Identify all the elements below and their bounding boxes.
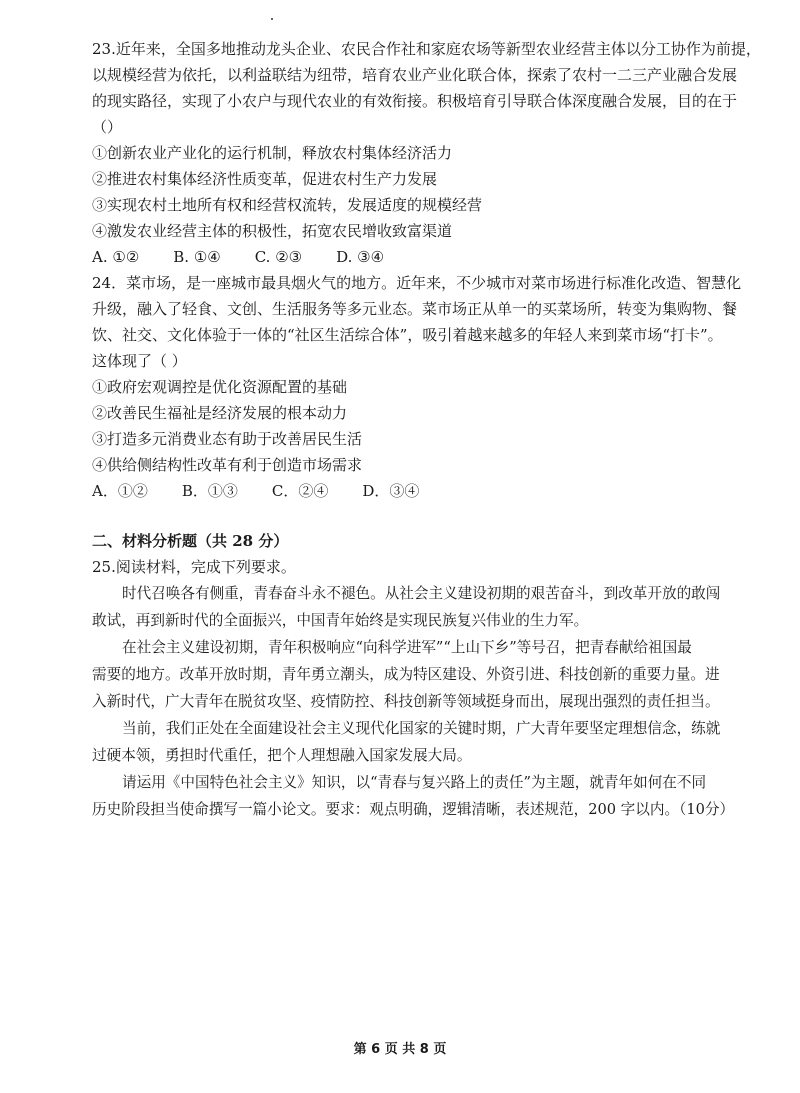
q24-option-d: D．③④ bbox=[362, 482, 420, 500]
q23-item: ①创新农业产业化的运行机制，释放农村集体经济活力 bbox=[92, 144, 453, 162]
material-line: 历史阶段担当使命撰写一篇小论文。要求：观点明确，逻辑清晰，表述规范，200 字以内。（10分） bbox=[92, 801, 735, 818]
q24-stem-line: 饮、社交、文化体验于一体的“社区生活综合体”，吸引着越来越多的年轻人来到菜市场“打卡”。 bbox=[92, 326, 723, 344]
page-number: 第 6 页 共 8 页 bbox=[353, 1042, 447, 1057]
material-paragraph bbox=[92, 580, 732, 634]
q24-option-c: C．②④ bbox=[271, 482, 329, 500]
material-line: 过硬本领，勇担时代重任，把个人理想融入国家发展大局。 bbox=[92, 747, 472, 764]
question-24 bbox=[92, 270, 742, 504]
q23-option-c: C. ②③ bbox=[254, 248, 303, 266]
q24-item: ④供给侧结构性改革有利于创造市场需求 bbox=[92, 456, 363, 474]
material-line: 入新时代，广大青年在脱贫攻坚、疫情防控、科技创新等领域挺身而出，展现出强烈的责任担当。 bbox=[92, 693, 720, 710]
q24-option-b: B．①③ bbox=[181, 482, 238, 500]
q24-options bbox=[92, 478, 732, 504]
material-line: 需要的地方。改革开放时期，青年勇立潮头，成为特区建设、外资引进、科技创新的重要力量。进 bbox=[92, 666, 720, 683]
q23-option-d: D. ③④ bbox=[336, 248, 385, 266]
q24-item: ①政府宏观调控是优化资源配置的基础 bbox=[92, 378, 348, 396]
material-line: 在社会主义建设初期，青年积极响应“向科学进军”“上山下乡”等号召，把青春献给祖国最 bbox=[122, 639, 692, 656]
material-line: 请运用《中国特色社会主义》知识，以“青春与复兴路上的责任”为主题，就青年如何在不同 bbox=[122, 774, 707, 791]
q24-option-a: A．①② bbox=[92, 482, 148, 500]
q23-stem-line: 以规模经营为依托，以利益联结为纽带，培育农业产业化联合体，探索了农村一二三产业融合发展 bbox=[92, 66, 738, 84]
q23-item: ④激发农业经营主体的积极性，拓宽农民增收致富渠道 bbox=[92, 222, 453, 240]
q23-stem-line: 23.近年来，全国多地推动龙头企业、农民合作社和家庭农场等新型农业经营主体以分工协作为前提， bbox=[92, 40, 761, 58]
material-text bbox=[92, 580, 735, 823]
q23-option-a: A. ①② bbox=[92, 248, 140, 266]
q24-stem-line: 24．菜市场，是一座城市最具烟火气的地方。近年来，不少城市对菜市场进行标准化改造、智慧化 bbox=[92, 274, 742, 292]
question-23 bbox=[92, 36, 761, 270]
q24-stem-line: 升级，融入了轻食、文创、生活服务等多元业态。菜市场正从单一的买菜场所，转变为集购物、餐 bbox=[92, 300, 738, 318]
material-line: 时代召唤各有侧重，青春奋斗永不褪色。从社会主义建设初期的艰苦奋斗，到改革开放的敢闯 bbox=[122, 585, 721, 602]
q24-item: ②改善民生福祉是经济发展的根本动力 bbox=[92, 404, 348, 422]
material-paragraph bbox=[92, 769, 735, 823]
material-line: 敢试，再到新时代的全面振兴，中国青年始终是实现民族复兴伟业的生力军。 bbox=[92, 612, 589, 629]
q25-intro: 25.阅读材料，完成下列要求。 bbox=[92, 558, 296, 576]
q23-options bbox=[92, 244, 732, 270]
q23-item: ②推进农村集体经济性质变革，促进农村生产力发展 bbox=[92, 170, 438, 188]
material-line: 当前，我们正处在全面建设社会主义现代化国家的关键时期，广大青年要坚定理想信念，练就 bbox=[122, 720, 721, 737]
material-paragraph bbox=[92, 715, 732, 769]
q23-item: ③实现农村土地所有权和经营权流转，发展适度的规模经营 bbox=[92, 196, 483, 214]
q23-stem-line: （） bbox=[92, 118, 123, 136]
q24-item: ③打造多元消费业态有助于改善居民生活 bbox=[92, 430, 363, 448]
q23-option-b: B. ①④ bbox=[173, 248, 221, 266]
q23-stem-line: 的现实路径，实现了小农户与现代农业的有效衔接。积极培育引导联合体深度融合发展，目的在于 bbox=[92, 92, 738, 110]
section-title: 二、材料分析题（共 28 分） bbox=[92, 532, 289, 550]
q24-stem-line: 这体现了（ ） bbox=[92, 352, 187, 370]
exam-page bbox=[92, 36, 761, 823]
material-paragraph bbox=[92, 634, 732, 715]
speck bbox=[271, 18, 273, 20]
